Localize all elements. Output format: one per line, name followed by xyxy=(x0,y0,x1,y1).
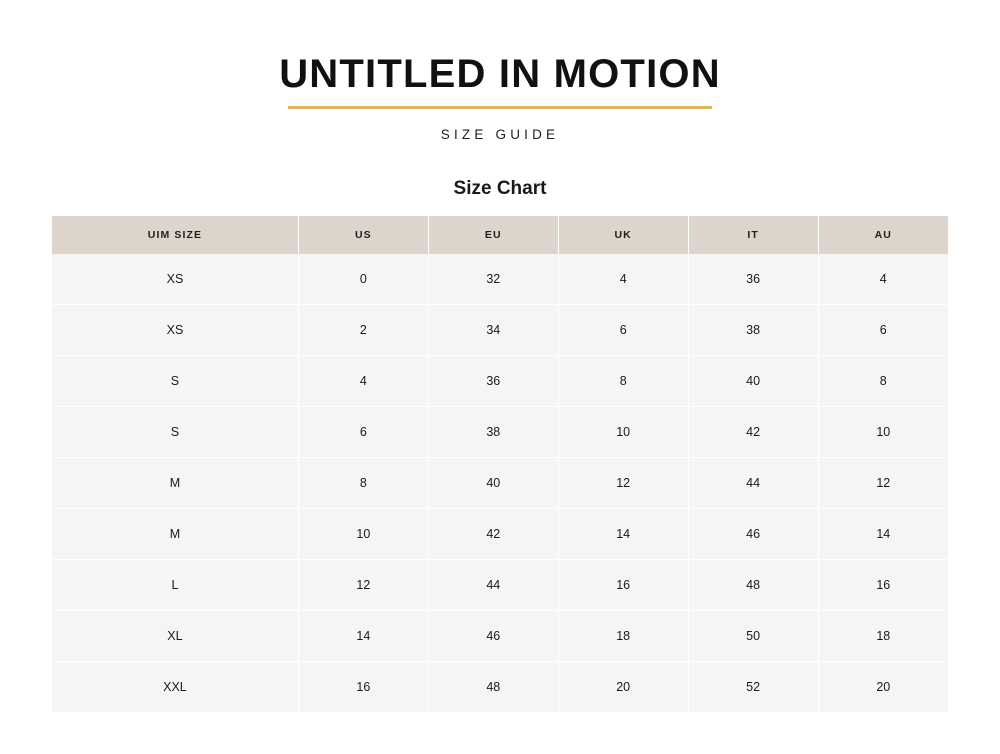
table-row xyxy=(52,662,948,713)
cell-eu: 34 xyxy=(428,305,558,356)
table-body xyxy=(52,254,948,712)
cell-it: 42 xyxy=(688,407,818,458)
size-chart-table xyxy=(52,216,948,712)
cell-uim-size: XS xyxy=(52,305,298,356)
cell-eu: 32 xyxy=(428,254,558,305)
page-subtitle: SIZE GUIDE xyxy=(440,127,560,142)
cell-uim-size: S xyxy=(52,356,298,407)
cell-au: 14 xyxy=(818,509,948,560)
cell-us: 6 xyxy=(298,407,428,458)
cell-it: 44 xyxy=(688,458,818,509)
table-row xyxy=(52,611,948,662)
table-header xyxy=(52,216,948,254)
brand-title: UNTITLED IN MOTION xyxy=(279,52,721,96)
table-row xyxy=(52,560,948,611)
cell-us: 4 xyxy=(298,356,428,407)
table-row xyxy=(52,509,948,560)
table-row xyxy=(52,254,948,305)
cell-eu: 44 xyxy=(428,560,558,611)
cell-eu: 42 xyxy=(428,509,558,560)
cell-uk: 20 xyxy=(558,662,688,713)
cell-us: 16 xyxy=(298,662,428,713)
table-row xyxy=(52,305,948,356)
column-header-eu: EU xyxy=(428,216,558,254)
cell-it: 50 xyxy=(688,611,818,662)
cell-us: 8 xyxy=(298,458,428,509)
cell-us: 14 xyxy=(298,611,428,662)
cell-uk: 6 xyxy=(558,305,688,356)
cell-uim-size: M xyxy=(52,458,298,509)
cell-uk: 4 xyxy=(558,254,688,305)
cell-uim-size: S xyxy=(52,407,298,458)
cell-au: 8 xyxy=(818,356,948,407)
cell-uim-size: M xyxy=(52,509,298,560)
cell-au: 18 xyxy=(818,611,948,662)
size-chart-table-wrapper xyxy=(52,216,948,712)
cell-uim-size: XL xyxy=(52,611,298,662)
column-header-it: IT xyxy=(688,216,818,254)
cell-us: 0 xyxy=(298,254,428,305)
cell-it: 36 xyxy=(688,254,818,305)
cell-uk: 18 xyxy=(558,611,688,662)
table-row xyxy=(52,407,948,458)
cell-uk: 16 xyxy=(558,560,688,611)
cell-uim-size: XXL xyxy=(52,662,298,713)
column-header-uim-size: UIM SIZE xyxy=(52,216,298,254)
cell-eu: 40 xyxy=(428,458,558,509)
cell-uim-size: XS xyxy=(52,254,298,305)
cell-uk: 10 xyxy=(558,407,688,458)
cell-au: 4 xyxy=(818,254,948,305)
cell-eu: 46 xyxy=(428,611,558,662)
cell-us: 10 xyxy=(298,509,428,560)
column-header-uk: UK xyxy=(558,216,688,254)
cell-eu: 48 xyxy=(428,662,558,713)
cell-us: 12 xyxy=(298,560,428,611)
cell-it: 38 xyxy=(688,305,818,356)
table-row xyxy=(52,458,948,509)
cell-uim-size: L xyxy=(52,560,298,611)
cell-au: 20 xyxy=(818,662,948,713)
title-underline-rule xyxy=(288,106,712,109)
cell-au: 16 xyxy=(818,560,948,611)
cell-au: 6 xyxy=(818,305,948,356)
cell-eu: 38 xyxy=(428,407,558,458)
cell-it: 52 xyxy=(688,662,818,713)
cell-au: 12 xyxy=(818,458,948,509)
cell-it: 48 xyxy=(688,560,818,611)
table-header-row xyxy=(52,216,948,254)
cell-us: 2 xyxy=(298,305,428,356)
size-chart-title: Size Chart xyxy=(453,178,547,199)
cell-uk: 12 xyxy=(558,458,688,509)
cell-au: 10 xyxy=(818,407,948,458)
column-header-us: US xyxy=(298,216,428,254)
cell-uk: 14 xyxy=(558,509,688,560)
cell-uk: 8 xyxy=(558,356,688,407)
column-header-au: AU xyxy=(818,216,948,254)
cell-it: 46 xyxy=(688,509,818,560)
cell-it: 40 xyxy=(688,356,818,407)
cell-eu: 36 xyxy=(428,356,558,407)
table-row xyxy=(52,356,948,407)
